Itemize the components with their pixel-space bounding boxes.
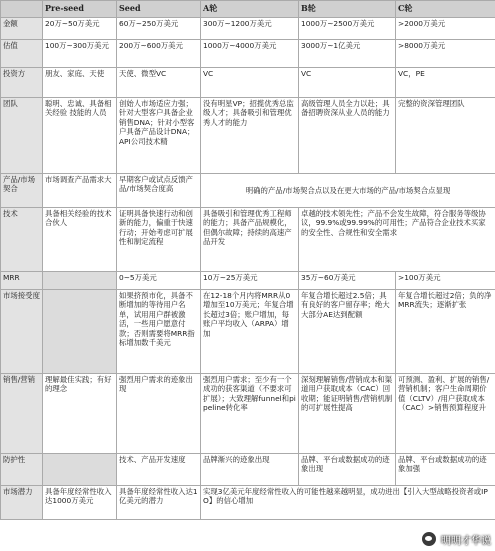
cell-b-to-c-merged: 卓越的技术领先性；产品不会发生故障，符合服务等级协议，99.9%或99.99%的可用性；产品符合企业技术买家的安全性、合规性和安全需求 bbox=[299, 208, 495, 272]
cell-c-round: >100万美元 bbox=[396, 272, 495, 290]
cell-c-round: >8000万美元 bbox=[396, 40, 495, 68]
cell-pre-seed: 具备年度经常性收入达1000万美元 bbox=[43, 486, 117, 520]
wechat-icon bbox=[421, 531, 437, 547]
cell-b-round: 高级管理人员全力以赴；具备招聘资深从业人员的能力 bbox=[299, 98, 396, 174]
cell-pre-seed: 具备相关经验的技术合伙人 bbox=[43, 208, 117, 272]
cell-seed: 60万~250万美元 bbox=[117, 18, 201, 40]
row-label: 投资方 bbox=[1, 68, 43, 98]
row-investors bbox=[1, 68, 495, 98]
header-seed: Seed bbox=[117, 1, 201, 18]
cell-b-round: 3000万~1亿美元 bbox=[299, 40, 396, 68]
cell-c-round: 可预测、盈利、扩展的销售/营销机制；客户生命周期价值（CLTV）/用户获取成本（CAC）>销售预算程度升 bbox=[396, 374, 495, 454]
cell-a-round: 在12-18个月内将MRR从0增加至10万美元；年复合增长超过3倍；账户增加，每账户平均收入（ARPA）增加 bbox=[201, 290, 299, 374]
cell-a-to-c-merged: 实现3亿美元年度经常性收入的可能性越来越明显，成功进出【引入大型战略投资者或IPO】的信心增加 bbox=[201, 486, 495, 520]
cell-c-round: VC，PE bbox=[396, 68, 495, 98]
header-pre-seed: Pre-seed bbox=[43, 1, 117, 18]
header-b-round: B轮 bbox=[299, 1, 396, 18]
cell-b-round: 深刻理解销售/营销成本和渠道用户获取成本（CAC）回收期；能证明销售/营销机制的可扩展性提高 bbox=[299, 374, 396, 454]
row-mrr bbox=[1, 272, 495, 290]
cell-seed: 0~5万美元 bbox=[117, 272, 201, 290]
watermark bbox=[421, 531, 491, 547]
row-team bbox=[1, 98, 495, 174]
cell-seed: 天使、微型VC bbox=[117, 68, 201, 98]
cell-seed: 早期客户或试点反馈产品/市场契合度高 bbox=[117, 174, 201, 208]
row-label: 销售/营销 bbox=[1, 374, 43, 454]
row-valuation bbox=[1, 40, 495, 68]
cell-c-round: >2000万美元 bbox=[396, 18, 495, 40]
cell-b-round: VC bbox=[299, 68, 396, 98]
cell-seed: 强烈用户需求的迹象出现 bbox=[117, 374, 201, 454]
cell-pre-seed bbox=[43, 290, 117, 374]
cell-c-round: 年复合增长超过2倍；负的净MRR流失；逐渐扩张 bbox=[396, 290, 495, 374]
cell-a-round: 10万~25万美元 bbox=[201, 272, 299, 290]
cell-a-round: 品牌渐兴的迹象出现 bbox=[201, 454, 299, 486]
cell-pre-seed: 聪明、忠诚、具备相关经验 技能的人员 bbox=[43, 98, 117, 174]
cell-a-round: 300万~1200万美元 bbox=[201, 18, 299, 40]
row-defensibility bbox=[1, 454, 495, 486]
cell-pre-seed: 理解最佳实践；有好的理念 bbox=[43, 374, 117, 454]
cell-b-round: 年复合增长超过2.5倍；具有良好的客户留存率；绝大大部分AE达到配额 bbox=[299, 290, 396, 374]
cell-seed: 证明具备快速行动和创新的能力，偏重于快速行动；开始考虑可扩展性和制定流程 bbox=[117, 208, 201, 272]
cell-pre-seed: 市场调查产品需求大 bbox=[43, 174, 117, 208]
cell-b-round: 1000万~2500万美元 bbox=[299, 18, 396, 40]
row-amount bbox=[1, 18, 495, 40]
row-label: 防护性 bbox=[1, 454, 43, 486]
cell-b-round: 35万~60万美元 bbox=[299, 272, 396, 290]
row-label: 产品/市场契合 bbox=[1, 174, 43, 208]
cell-seed: 具备年度经常性收入达1亿美元的潜力 bbox=[117, 486, 201, 520]
cell-seed: 200万~600万美元 bbox=[117, 40, 201, 68]
cell-a-round: VC bbox=[201, 68, 299, 98]
row-label: 估值 bbox=[1, 40, 43, 68]
cell-seed: 技术、产品开发速度 bbox=[117, 454, 201, 486]
cell-c-round: 品牌、平台或数据成功的迹象加强 bbox=[396, 454, 495, 486]
cell-a-to-c-merged: 明确的产品/市场契合点以及在更大市场的产品/市场契合点显现 bbox=[201, 174, 495, 208]
cell-pre-seed bbox=[43, 454, 117, 486]
row-market-acceptance bbox=[1, 290, 495, 374]
row-label: 市场潜力 bbox=[1, 486, 43, 520]
cell-pre-seed: 朋友、家庭、天使 bbox=[43, 68, 117, 98]
cell-seed: 创始人市场适应力强；针对大型客户具备企业销售DNA；针对小型客户具备产品设计DNA；API公司技术精 bbox=[117, 98, 201, 174]
cell-pre-seed: 100万~300万美元 bbox=[43, 40, 117, 68]
cell-pre-seed: 20万~50万美元 bbox=[43, 18, 117, 40]
cell-b-round: 品牌、平台或数据成功的迹象出现 bbox=[299, 454, 396, 486]
row-label: MRR bbox=[1, 272, 43, 290]
row-label: 市场接受度 bbox=[1, 290, 43, 374]
watermark-text: 明明才华说 bbox=[441, 535, 491, 547]
cell-a-round: 强烈用户需求；至少有一个成功的获客渠道（不要求可扩展）；大致理解funnel和pipeline转化率 bbox=[201, 374, 299, 454]
header-c-round: C轮 bbox=[396, 1, 495, 18]
row-market-potential bbox=[1, 486, 495, 520]
cell-a-round: 1000万~4000万美元 bbox=[201, 40, 299, 68]
row-sales-marketing bbox=[1, 374, 495, 454]
row-product-market-fit bbox=[1, 174, 495, 208]
row-label: 团队 bbox=[1, 98, 43, 174]
header-a-round: A轮 bbox=[201, 1, 299, 18]
header-corner bbox=[1, 1, 43, 18]
cell-a-round: 具备吸引和管理优秀工程师的能力；具备产品规模化，但偶尔故障；持续的高速产品开发 bbox=[201, 208, 299, 272]
header-row bbox=[1, 1, 495, 18]
cell-seed: 如果挤预市化，具备不断增加的等待用户名单，试用用户群被激活，一些用户愿意付款；否则需要将MRR指标增加数千美元 bbox=[117, 290, 201, 374]
cell-c-round: 完整的资深管理团队 bbox=[396, 98, 495, 174]
row-technology bbox=[1, 208, 495, 272]
row-label: 技术 bbox=[1, 208, 43, 272]
cell-pre-seed bbox=[43, 272, 117, 290]
row-label: 金额 bbox=[1, 18, 43, 40]
cell-a-round: 没有明星VP；招揽优秀总监级人才；具备吸引和管理优秀人才的能力 bbox=[201, 98, 299, 174]
